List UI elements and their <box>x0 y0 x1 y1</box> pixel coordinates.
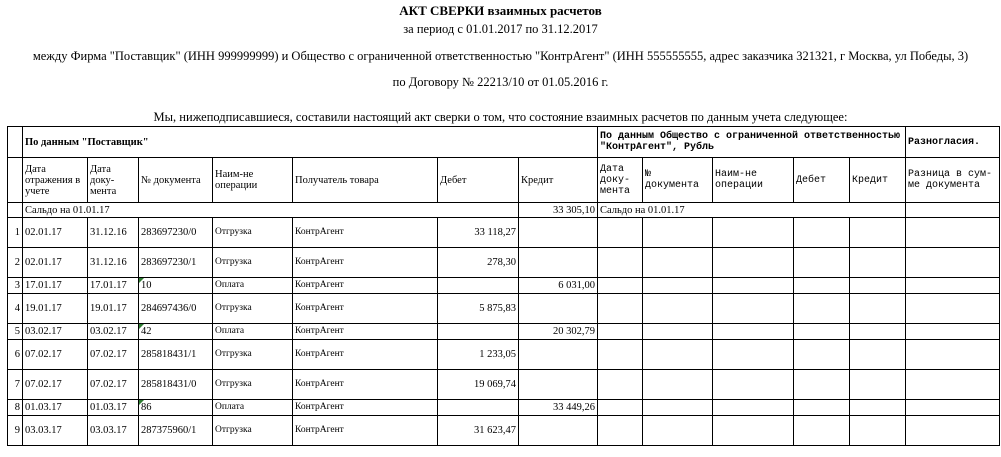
cell-date-posted: 19.01.17 <box>23 294 88 324</box>
empty-cell <box>794 370 850 400</box>
cell-date-doc: 07.02.17 <box>88 370 139 400</box>
table-row <box>8 340 1000 370</box>
col-doc-no: № документа <box>139 158 213 203</box>
empty-cell <box>643 370 713 400</box>
row-index: 2 <box>8 248 23 278</box>
cell-debit: 31 623,47 <box>438 416 519 446</box>
empty-cell <box>643 248 713 278</box>
cell-date-doc: 03.03.17 <box>88 416 139 446</box>
empty-cell <box>598 416 643 446</box>
cell-doc-no: 283697230/1 <box>139 248 213 278</box>
col-credit: Кредит <box>519 158 598 203</box>
cell-recipient: КонтрАгент <box>293 400 438 416</box>
corner-cell <box>8 203 23 218</box>
empty-cell <box>850 248 906 278</box>
cell-credit <box>519 294 598 324</box>
empty-cell <box>850 278 906 294</box>
empty-cell <box>713 294 794 324</box>
empty-cell <box>598 294 643 324</box>
row-index: 1 <box>8 218 23 248</box>
cell-recipient: КонтрАгент <box>293 370 438 400</box>
corner-cell <box>8 158 23 203</box>
cell-op: Отгрузка <box>213 218 293 248</box>
col-date-posted: Дата отражения в учете <box>23 158 88 203</box>
opening-balance-row <box>8 203 1000 218</box>
cell-date-posted: 01.03.17 <box>23 400 88 416</box>
cell-recipient: КонтрАгент <box>293 278 438 294</box>
act-parties: между Фирма "Поставщик" (ИНН 999999999) и Общество с ограниченной ответственностью "КонтрАгент" (ИНН 555555555, адрес заказчика 321321, г Москва, ул Победы, 3) <box>32 49 969 63</box>
col-r-op-name: Наим-не операции <box>713 158 794 203</box>
empty-cell <box>713 340 794 370</box>
table-row <box>8 278 1000 294</box>
col-op-name: Наим-не операции <box>213 158 293 203</box>
group-diff: Разногласия. <box>906 127 1000 158</box>
cell-debit <box>438 324 519 340</box>
cell-debit: 1 233,05 <box>438 340 519 370</box>
cell-date-doc: 31.12.16 <box>88 248 139 278</box>
empty-cell <box>794 416 850 446</box>
col-r-debit: Дебет <box>794 158 850 203</box>
cell-date-doc: 19.01.17 <box>88 294 139 324</box>
cell-op: Оплата <box>213 400 293 416</box>
col-r-credit: Кредит <box>850 158 906 203</box>
col-r-date-doc: Дата доку-мента <box>598 158 643 203</box>
cell-date-posted: 02.01.17 <box>23 248 88 278</box>
empty-cell <box>598 278 643 294</box>
empty-cell <box>794 294 850 324</box>
cell-credit <box>519 218 598 248</box>
cell-recipient: КонтрАгент <box>293 218 438 248</box>
cell-recipient: КонтрАгент <box>293 416 438 446</box>
cell-credit <box>519 370 598 400</box>
group-counterparty: По данным Общество с ограниченной ответственностью "КонтрАгент", Рубль <box>598 127 906 158</box>
table-row <box>8 218 1000 248</box>
cell-date-posted: 07.02.17 <box>23 370 88 400</box>
col-date-doc: Дата доку-мента <box>88 158 139 203</box>
empty-cell <box>794 218 850 248</box>
cell-op: Отгрузка <box>213 340 293 370</box>
table-row <box>8 248 1000 278</box>
empty-cell <box>794 324 850 340</box>
empty-cell <box>850 218 906 248</box>
empty-cell <box>906 218 1000 248</box>
cell-date-doc: 17.01.17 <box>88 278 139 294</box>
cell-doc-no: 285818431/1 <box>139 340 213 370</box>
cell-doc-no: 285818431/0 <box>139 370 213 400</box>
table-row <box>8 370 1000 400</box>
empty-cell <box>906 370 1000 400</box>
cell-debit: 33 118,27 <box>438 218 519 248</box>
col-debit: Дебет <box>438 158 519 203</box>
cell-credit <box>519 248 598 278</box>
cell-date-doc: 31.12.16 <box>88 218 139 248</box>
empty-cell <box>906 400 1000 416</box>
opening-balance-credit: 33 305,10 <box>519 203 598 218</box>
row-index: 3 <box>8 278 23 294</box>
table-row <box>8 294 1000 324</box>
cell-credit <box>519 416 598 446</box>
row-index: 4 <box>8 294 23 324</box>
empty-cell <box>906 278 1000 294</box>
empty-cell <box>598 248 643 278</box>
empty-cell <box>850 416 906 446</box>
col-r-diff: Разница в сум-ме документа <box>906 158 1000 203</box>
empty-cell <box>794 340 850 370</box>
group-supplier: По данным "Поставщик" <box>23 127 598 158</box>
cell-recipient: КонтрАгент <box>293 294 438 324</box>
empty-cell <box>906 416 1000 446</box>
cell-date-posted: 02.01.17 <box>23 218 88 248</box>
empty-cell <box>713 416 794 446</box>
empty-cell <box>906 340 1000 370</box>
cell-recipient: КонтрАгент <box>293 248 438 278</box>
cell-op: Отгрузка <box>213 416 293 446</box>
cell-doc-no: 284697436/0 <box>139 294 213 324</box>
corner-cell <box>8 127 23 158</box>
empty-cell <box>794 278 850 294</box>
empty-cell <box>643 278 713 294</box>
col-r-doc-no: № документа <box>643 158 713 203</box>
cell-recipient: КонтрАгент <box>293 340 438 370</box>
empty-cell <box>850 340 906 370</box>
empty-cell <box>713 278 794 294</box>
empty-cell <box>598 324 643 340</box>
cell-date-doc: 03.02.17 <box>88 324 139 340</box>
empty-cell <box>643 324 713 340</box>
opening-balance-label: Сальдо на 01.01.17 <box>23 203 519 218</box>
empty-cell <box>850 294 906 324</box>
cell-op: Оплата <box>213 278 293 294</box>
cell-date-posted: 07.02.17 <box>23 340 88 370</box>
empty-cell <box>906 294 1000 324</box>
row-index: 6 <box>8 340 23 370</box>
cell-credit: 33 449,26 <box>519 400 598 416</box>
empty-cell <box>713 400 794 416</box>
empty-cell <box>850 370 906 400</box>
cell-debit: 5 875,83 <box>438 294 519 324</box>
cell-date-posted: 03.03.17 <box>23 416 88 446</box>
empty-cell <box>643 416 713 446</box>
cell-date-posted: 03.02.17 <box>23 324 88 340</box>
cell-doc-no: 283697230/0 <box>139 218 213 248</box>
act-intro: Мы, нижеподписавшиеся, составили настоящий акт сверки о том, что состояние взаимных расчетов по данным учета следующее: <box>153 110 848 124</box>
table-row <box>8 416 1000 446</box>
cell-op: Отгрузка <box>213 370 293 400</box>
cell-doc-no: 42 <box>139 324 213 340</box>
cell-debit <box>438 400 519 416</box>
cell-op: Отгрузка <box>213 248 293 278</box>
empty-cell <box>850 400 906 416</box>
row-index: 7 <box>8 370 23 400</box>
empty-cell <box>713 248 794 278</box>
empty-cell <box>906 248 1000 278</box>
row-index: 8 <box>8 400 23 416</box>
cell-doc-no: 86 <box>139 400 213 416</box>
cell-recipient: КонтрАгент <box>293 324 438 340</box>
cell-date-doc: 07.02.17 <box>88 340 139 370</box>
empty-cell <box>906 324 1000 340</box>
act-contract: по Договору № 22213/10 от 01.05.2016 г. <box>392 75 609 89</box>
empty-cell <box>794 400 850 416</box>
cell-debit: 19 069,74 <box>438 370 519 400</box>
empty-cell <box>643 400 713 416</box>
table-group-header <box>8 127 1000 158</box>
empty-cell <box>643 218 713 248</box>
table-row <box>8 324 1000 340</box>
table-column-header <box>8 158 1000 203</box>
row-index: 5 <box>8 324 23 340</box>
cell-doc-no: 10 <box>139 278 213 294</box>
act-title: АКТ СВЕРКИ взаимных расчетов <box>399 3 602 18</box>
cell-credit: 20 302,79 <box>519 324 598 340</box>
empty-cell <box>906 203 1000 218</box>
empty-cell <box>643 340 713 370</box>
row-index: 9 <box>8 416 23 446</box>
empty-cell <box>598 218 643 248</box>
empty-cell <box>598 370 643 400</box>
empty-cell <box>850 324 906 340</box>
empty-cell <box>713 218 794 248</box>
cell-date-doc: 01.03.17 <box>88 400 139 416</box>
cell-credit <box>519 340 598 370</box>
empty-cell <box>598 400 643 416</box>
cell-op: Оплата <box>213 324 293 340</box>
cell-op: Отгрузка <box>213 294 293 324</box>
col-recipient: Получатель товара <box>293 158 438 203</box>
cell-credit: 6 031,00 <box>519 278 598 294</box>
cell-debit: 278,30 <box>438 248 519 278</box>
cell-debit <box>438 278 519 294</box>
empty-cell <box>713 370 794 400</box>
opening-balance-label-right: Сальдо на 01.01.17 <box>598 203 906 218</box>
cell-doc-no: 287375960/1 <box>139 416 213 446</box>
empty-cell <box>643 294 713 324</box>
act-period: за период с 01.01.2017 по 31.12.2017 <box>403 22 598 36</box>
empty-cell <box>794 248 850 278</box>
empty-cell <box>598 340 643 370</box>
empty-cell <box>713 324 794 340</box>
cell-date-posted: 17.01.17 <box>23 278 88 294</box>
reconciliation-table <box>7 126 1000 446</box>
table-row <box>8 400 1000 416</box>
